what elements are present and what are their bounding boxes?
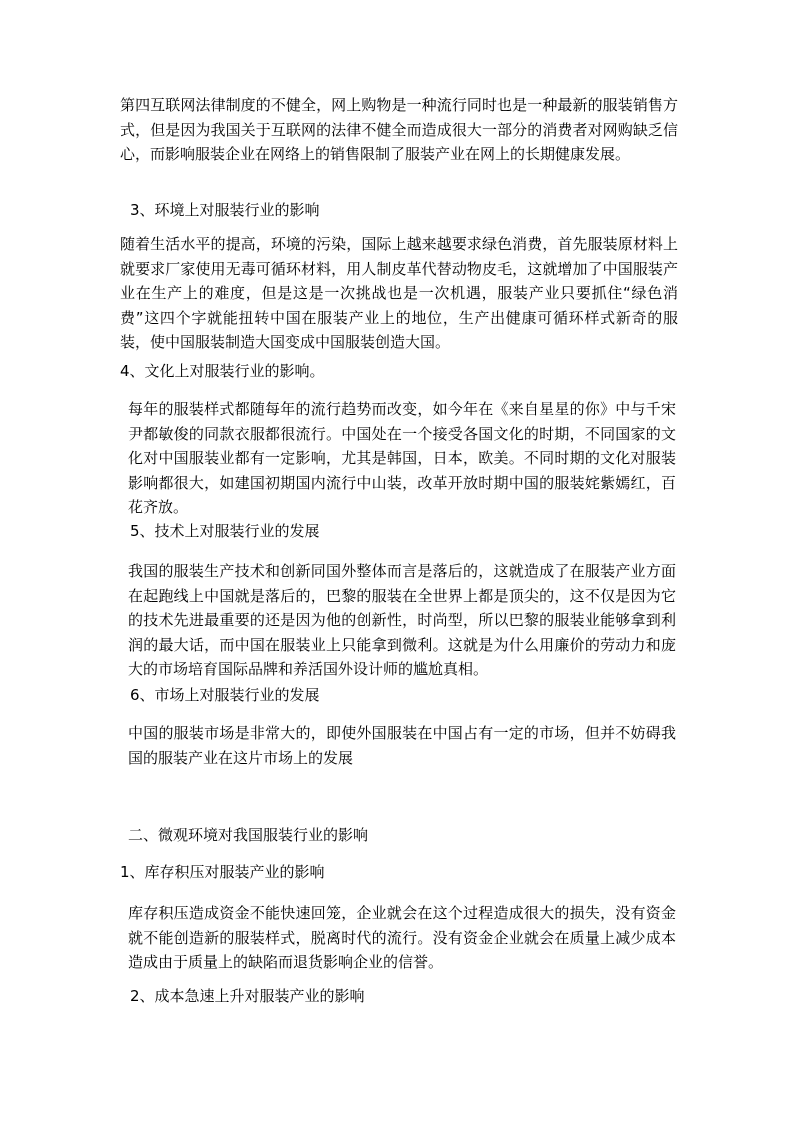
heading-section-two: 二、微观环境对我国服装行业的影响: [128, 826, 369, 844]
paragraph-inventory: 库存积压造成资金不能快速回笼，企业就会在这个过程造成很大的损失，没有资金就不能创造新的服装样式，脱离时代的流行。没有资金企业就会在质量上减少成本造成由于质量上的缺陷而退货影响企业的信誉。: [128, 904, 676, 971]
heading-cost: 2、成本急速上升对服装产业的影响: [130, 987, 365, 1005]
paragraph-internet-law: 第四互联网法律制度的不健全，网上购物是一种流行同时也是一种最新的服装销售方式，但是因为我国关于互联网的法律不健全而造成很大一部分的消费者对网购缺乏信心，而影响服装企业在网络上的销售限制了服装产业在网上的长期健康发展。: [120, 96, 678, 163]
heading-culture: 4、文化上对服装行业的影响。: [120, 362, 325, 380]
paragraph-market: 中国的服装市场是非常大的，即使外国服装在中国占有一定的市场，但并不妨碍我国的服装产业在这片市场上的发展: [128, 724, 676, 767]
paragraph-technology: 我国的服装生产技术和创新同国外整体而言是落后的，这就造成了在服装产业方面在起跑线上中国就是落后的，巴黎的服装在全世界上都是顶尖的，这不仅是因为它的技术先进最重要的还是因为他的创新性，时尚型，所以巴黎的服装业能够拿到利润的最大话，而中国在服装业上只能拿到微利。这就是为什么用廉价的劳动力和庞大的市场培育国际品牌和养活国外设计师的尴尬真相。: [128, 562, 676, 678]
paragraph-culture: 每年的服装样式都随每年的流行趋势而改变，如今年在《来自星星的你》中与千宋尹都敏俊的同款衣服都很流行。中国处在一个接受各国文化的时期，不同国家的文化对中国服装业都有一定影响，尤其是韩国，日本，欧美。不同时期的文化对服装影响都很大，如建国初期国内流行中山装，改革开放时期中国的服装姹紫嫣红，百花齐放。: [128, 400, 676, 516]
paragraph-environment: 随着生活水平的提高，环境的污染，国际上越来越要求绿色消费，首先服装原材料上就要求厂家使用无毒可循环材料，用人制皮革代替动物皮毛，这就增加了中国服装产业在生产上的难度，但是这是一次挑战也是一次机遇，服装产业只要抓住“绿色消费”这四个字就能扭转中国在服装产业上的地位，生产出健康可循环样式新奇的服装，使中国服装制造大国变成中国服装创造大国。: [120, 235, 678, 351]
heading-technology: 5、技术上对服装行业的发展: [130, 522, 320, 540]
heading-market: 6、市场上对服装行业的发展: [130, 686, 320, 704]
heading-inventory: 1、库存积压对服装产业的影响: [120, 863, 325, 881]
heading-environment: 3、环境上对服装行业的影响: [130, 201, 320, 219]
